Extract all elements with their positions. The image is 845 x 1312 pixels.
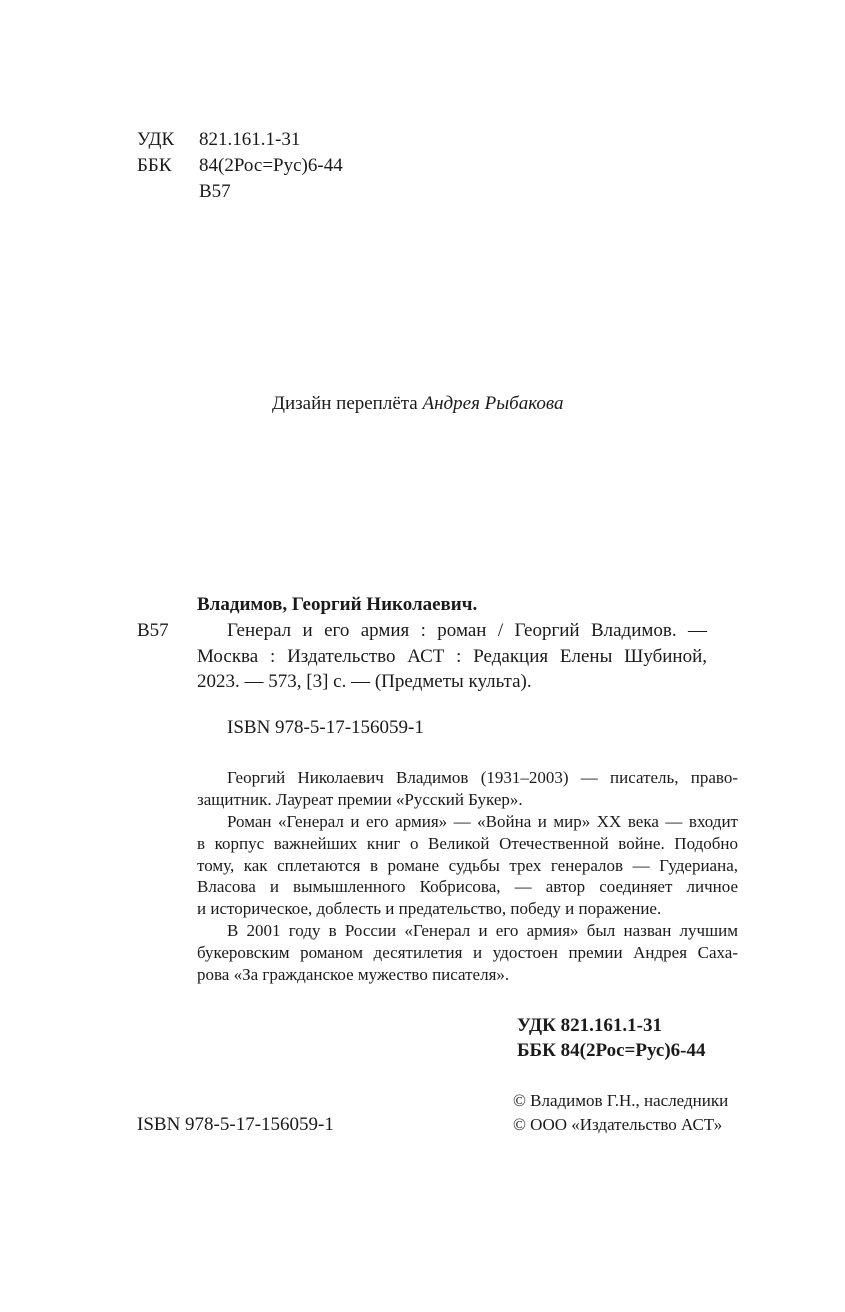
annotation-line: тому, как сплетаются в романе судьбы трех генералов — Гудериана,: [197, 856, 738, 875]
annotation-line: Роман «Генерал и его армия» — «Война и мир» XX века — входит: [227, 812, 738, 831]
udk-value: 821.161.1-31: [199, 129, 301, 150]
footer-isbn: ISBN 978-5-17-156059-1: [137, 1114, 334, 1135]
copyright-publisher: © ООО «Издательство АСТ»: [513, 1115, 723, 1134]
bib-isbn: ISBN 978-5-17-156059-1: [227, 717, 424, 738]
bib-line-3: 2023. — 573, [3] с. — (Предметы культа).: [197, 671, 532, 692]
annotation-line: Власова и вымышленного Кобрисова, — автор соединяет личное: [197, 877, 738, 896]
copyright-author: © Владимов Г.Н., наследники: [513, 1091, 729, 1110]
annotation-line: букеровским романом десятилетия и удостоен премии Андрея Саха-: [197, 943, 738, 962]
design-credit-prefix: Дизайн переплёта: [272, 393, 418, 414]
annotation-line: и историческое, доблесть и предательство, победу и поражение.: [197, 899, 662, 918]
annotation-line: В 2001 году в России «Генерал и его армия» был назван лучшим: [227, 921, 738, 940]
annotation-line: в корпус важнейших книг о Великой Отечественной войне. Подобно: [197, 834, 738, 853]
bbk-value: 84(2Рос=Рус)6-44: [199, 155, 343, 176]
design-credit: [272, 392, 563, 416]
annotation-line: рова «За гражданское мужество писателя».: [197, 965, 510, 984]
bib-line-2: Москва : Издательство АСТ : Редакция Елены Шубиной,: [197, 646, 707, 667]
bbk-classification: ББК 84(2Рос=Рус)6-44: [517, 1040, 706, 1061]
bbk-label: ББК: [137, 155, 172, 176]
annotation-line: Георгий Николаевич Владимов (1931–2003) — писатель, право-: [227, 768, 738, 787]
author-mark-top: В57: [199, 181, 231, 202]
udk-classification: УДК 821.161.1-31: [517, 1015, 662, 1036]
bib-line-1: Генерал и его армия : роман / Георгий Владимов. —: [227, 620, 707, 641]
udk-label: УДК: [137, 129, 175, 150]
author-mark-bib: В57: [137, 620, 169, 641]
design-credit-name: Андрея Рыбакова: [422, 393, 564, 414]
annotation-line: защитник. Лауреат премии «Русский Букер».: [197, 790, 523, 809]
author-heading: Владимов, Георгий Николаевич.: [197, 594, 478, 615]
